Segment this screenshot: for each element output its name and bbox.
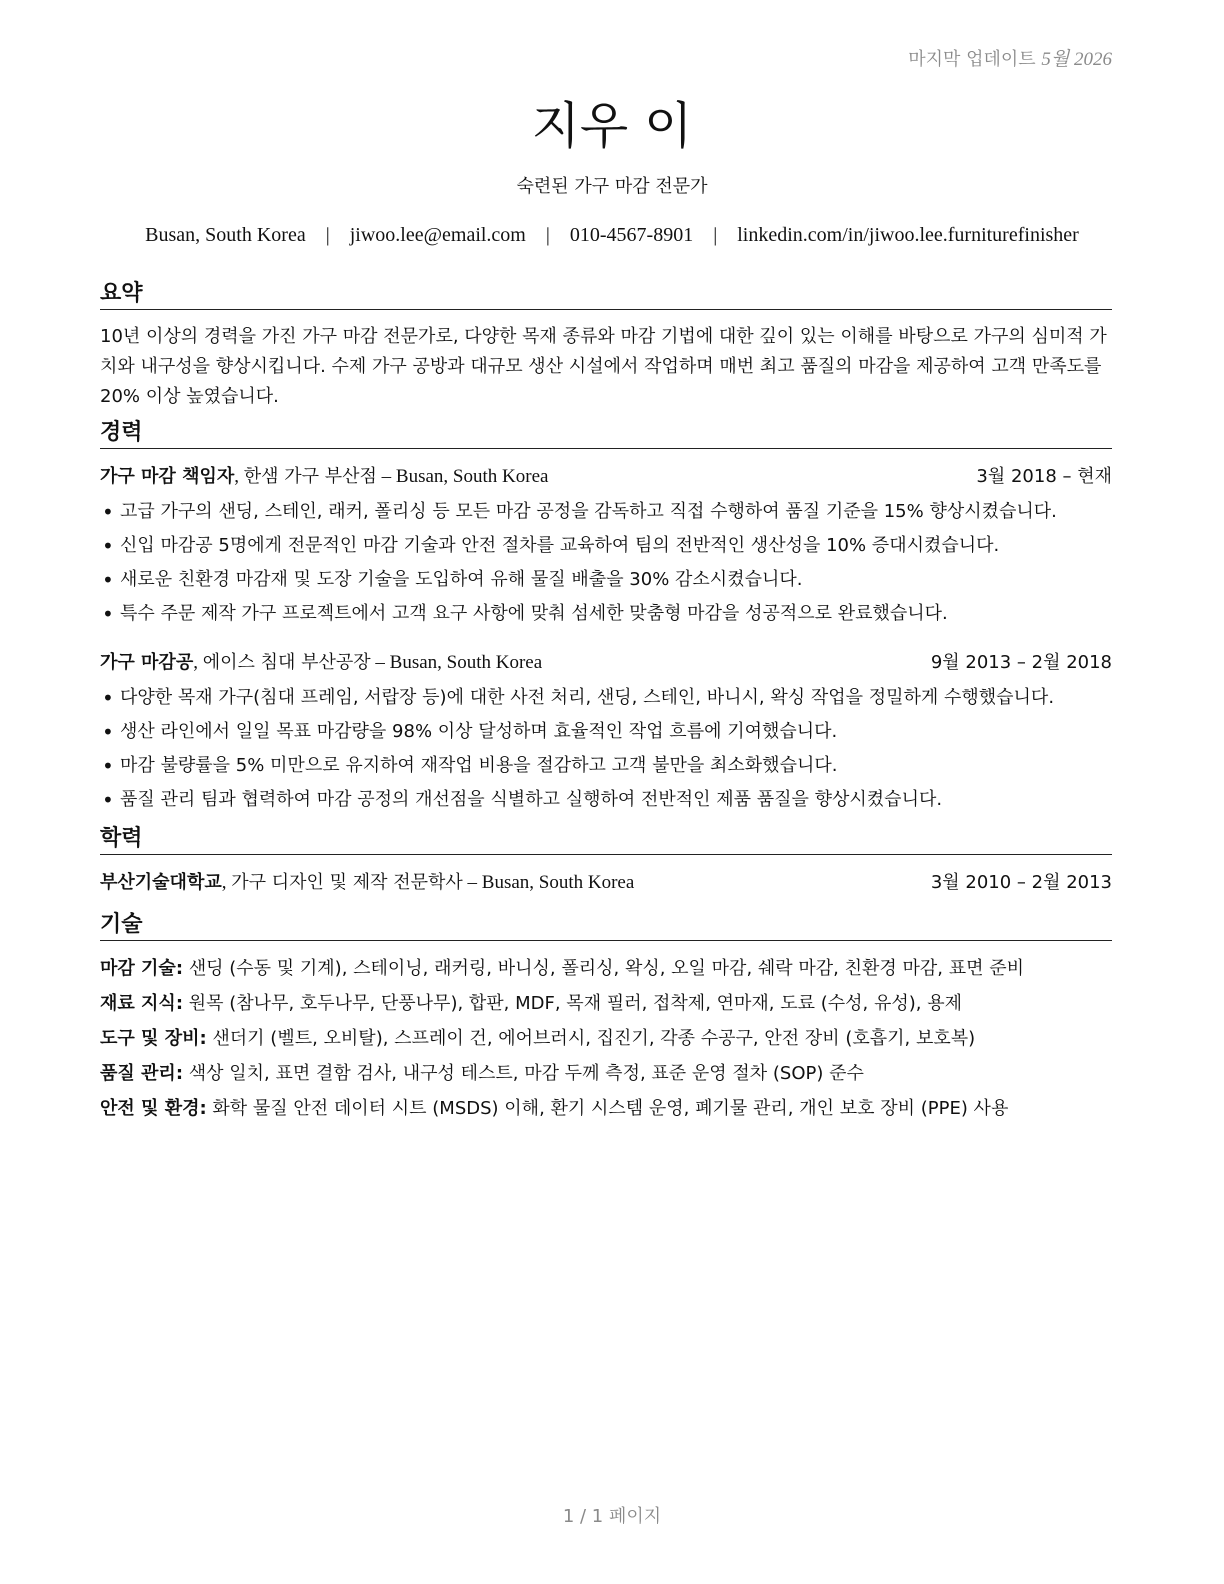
skill-label: 재료 지식: xyxy=(100,993,184,1014)
last-updated xyxy=(908,44,1112,71)
skills-section xyxy=(100,907,1112,1126)
contact-phone: 010-4567-8901 xyxy=(569,224,694,246)
contact-separator: | xyxy=(545,224,550,246)
list-item: • 마감 불량률을 5% 미만으로 유지하여 재작업 비용을 절감하고 고객 불만을 최소화했습니다. xyxy=(100,749,1112,783)
skill-value: 색상 일치, 표면 결함 검사, 내구성 테스트, 마감 두께 측정, 표준 운영 절차 (SOP) 준수 xyxy=(188,1063,864,1084)
skill-value: 샌딩 (수동 및 기계), 스테이닝, 래커링, 바니싱, 폴리싱, 왁싱, 오일 마감, 쉐락 마감, 친환경 마감, 표면 준비 xyxy=(188,958,1024,979)
education-location: Busan, South Korea xyxy=(481,872,635,893)
section-title-experience: 경력 xyxy=(100,415,1112,449)
skill-value: 샌더기 (벨트, 오비탈), 스프레이 건, 에어브러시, 집진기, 각종 수공구, 안전 장비 (호흡기, 보호복) xyxy=(212,1028,976,1049)
education-dates: 3월 2010 – 2월 2013 xyxy=(930,872,1112,893)
list-item: • 다양한 목재 가구(침대 프레임, 서랍장 등)에 대한 사전 처리, 샌딩, 스테인, 바니시, 왁싱 작업을 정밀하게 수행했습니다. xyxy=(100,681,1112,715)
job-company: 한샘 가구 부산점 xyxy=(243,466,377,487)
job-location: Busan, South Korea xyxy=(389,652,543,673)
contact-location: Busan, South Korea xyxy=(145,224,306,246)
skill-value: 원목 (참나무, 호두나무, 단풍나무), 합판, MDF, 목재 필러, 접착제, 연마재, 도료 (수성, 유성), 용제 xyxy=(188,993,962,1014)
skill-row xyxy=(100,986,1112,1021)
contact-separator: | xyxy=(713,224,718,246)
experience-section xyxy=(100,415,1112,817)
list-item: • 품질 관리 팀과 협력하여 마감 공정의 개선점을 식별하고 실행하여 전반적인 제품 품질을 향상시켰습니다. xyxy=(100,783,1112,817)
education-school: 부산기술대학교 xyxy=(100,872,222,893)
job-bullets xyxy=(100,681,1112,817)
skill-row xyxy=(100,1021,1112,1056)
skill-value: 화학 물질 안전 데이터 시트 (MSDS) 이해, 환기 시스템 운영, 폐기물 관리, 개인 보호 장비 (PPE) 사용 xyxy=(212,1098,1009,1119)
contact-email[interactable]: jiwoo.lee@email.com xyxy=(349,224,526,246)
skill-label: 품질 관리: xyxy=(100,1063,184,1084)
summary-section xyxy=(100,276,1112,412)
summary-text: 10년 이상의 경력을 가진 가구 마감 전문가로, 다양한 목재 종류와 마감 기법에 대한 깊이 있는 이해를 바탕으로 가구의 심미적 가치와 내구성을 향상시킵니다. 수제 가구 공방과 대규모 생산 시설에서 작업하며 매번 최고 품질의 마감을 제공하여 고객 만족도를 20% 이상 높였습니다. xyxy=(100,326,1107,407)
job-header: 가구 마감 책임자, 한샘 가구 부산점 – Busan, South Korea 3월 2018 – 현재 xyxy=(100,463,1112,491)
skill-row xyxy=(100,1056,1112,1091)
education-degree: 가구 디자인 및 제작 전문학사 xyxy=(231,872,463,893)
job-entry xyxy=(100,463,1112,631)
education-entry: 부산기술대학교, 가구 디자인 및 제작 전문학사 – Busan, South Korea 3월 2010 – 2월 2013 xyxy=(100,869,1112,897)
candidate-tagline: 숙련된 가구 마감 전문가 xyxy=(516,176,708,197)
section-title-skills: 기술 xyxy=(100,907,1112,941)
job-company: 에이스 침대 부산공장 xyxy=(202,652,371,673)
skill-label: 도구 및 장비: xyxy=(100,1028,207,1049)
last-updated-label: 마지막 업데이트 xyxy=(908,49,1036,70)
job-location: Busan, South Korea xyxy=(395,466,549,487)
section-title-summary: 요약 xyxy=(100,276,1112,310)
skill-row xyxy=(100,951,1112,986)
skill-label: 안전 및 환경: xyxy=(100,1098,207,1119)
list-item: • 고급 가구의 샌딩, 스테인, 래커, 폴리싱 등 모든 마감 공정을 감독하고 직접 수행하여 품질 기준을 15% 향상시켰습니다. xyxy=(100,495,1112,529)
skill-label: 마감 기술: xyxy=(100,958,184,979)
section-title-education: 학력 xyxy=(100,821,1112,855)
job-entry xyxy=(100,649,1112,817)
job-bullets xyxy=(100,495,1112,631)
contact-line xyxy=(0,224,1224,247)
last-updated-date: 5월 2026 xyxy=(1041,49,1112,70)
candidate-name: 지우 이 xyxy=(531,97,693,155)
list-item: • 특수 주문 제작 가구 프로젝트에서 고객 요구 사항에 맞춰 섬세한 맞춤형 마감을 성공적으로 완료했습니다. xyxy=(100,597,1112,631)
contact-linkedin[interactable]: linkedin.com/in/jiwoo.lee.furniturefinisher xyxy=(737,224,1079,246)
list-item: • 새로운 친환경 마감재 및 도장 기술을 도입하여 유해 물질 배출을 30% 감소시켰습니다. xyxy=(100,563,1112,597)
contact-separator: | xyxy=(325,224,330,246)
job-header: 가구 마감공, 에이스 침대 부산공장 – Busan, South Korea 9월 2013 – 2월 2018 xyxy=(100,649,1112,677)
job-role: 가구 마감 책임자 xyxy=(100,466,235,487)
page-number: 1 / 1 페이지 xyxy=(562,1506,662,1527)
job-dates: 3월 2018 – 현재 xyxy=(976,466,1112,487)
skill-row xyxy=(100,1091,1112,1126)
list-item: • 생산 라인에서 일일 목표 마감량을 98% 이상 달성하며 효율적인 작업 흐름에 기여했습니다. xyxy=(100,715,1112,749)
skills-list xyxy=(100,951,1112,1126)
education-section xyxy=(100,821,1112,897)
job-role: 가구 마감공 xyxy=(100,652,194,673)
job-dates: 9월 2013 – 2월 2018 xyxy=(930,652,1112,673)
list-item: • 신입 마감공 5명에게 전문적인 마감 기술과 안전 절차를 교육하여 팀의 전반적인 생산성을 10% 증대시켰습니다. xyxy=(100,529,1112,563)
